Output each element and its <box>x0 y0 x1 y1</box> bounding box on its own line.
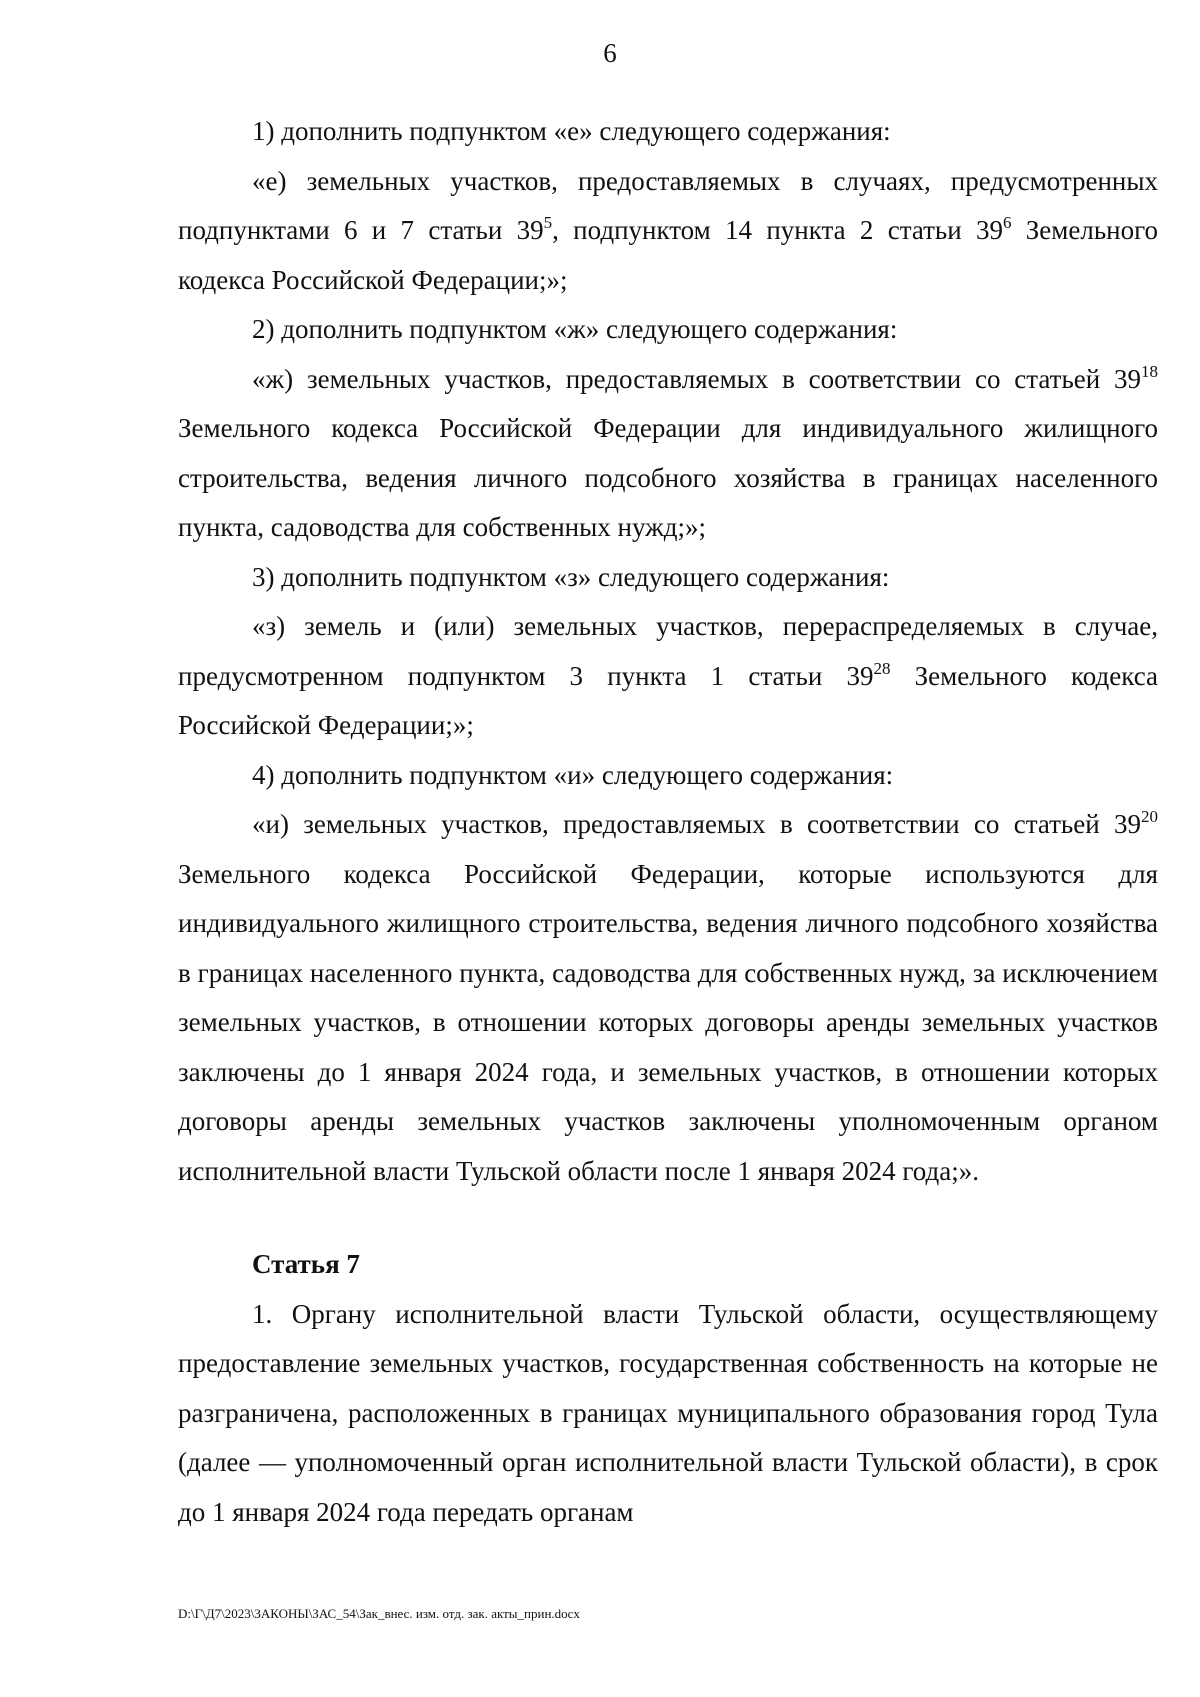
article-heading: Статья 7 <box>252 1249 360 1279</box>
paragraph-1: 1) дополнить подпунктом «е» следующего содержания: <box>252 116 891 146</box>
document-body <box>178 107 1158 1537</box>
superscript: 5 <box>543 213 553 232</box>
paragraph-3: 2) дополнить подпунктом «ж» следующего содержания: <box>252 314 898 344</box>
paragraph-8: «и) земельных участков, предоставляемых в соответствии со статьей $39^{20}$ Земельного кодекса Российской Федерации, которые используются для индивидуального жилищного строительства, ведения личного подсобного хозяйства в границах населенного пункта, садоводства для собственных нужд, за исключением земельных участков, в отношении которых договоры аренды земельных участков заключены до 1 января 2024 года, и земельных участков, в отношении которых договоры аренды земельных участков заключены уполномоченным органом исполнительной власти Тульской области после 1 января 2024 года;». <box>178 807 1158 1186</box>
paragraph-7: 4) дополнить подпунктом «и» следующего содержания: <box>252 759 894 790</box>
paragraph-2: «е) земельных участков, предоставляемых в случаях, предусмотренных подпунктами 6 и 7 статьи $39^5$, подпунктом 14 пункта 2 статьи $39^6$ Земельного кодекса Российской Федерации;»; <box>178 165 1158 295</box>
page-number: 6 <box>603 38 617 68</box>
paragraph-4: «ж) земельных участков, предоставляемых в соответствии со статьей $39^{18}$ Земельного кодекса Российской Федерации для индивидуального жилищного строительства, ведения личного подсобного хозяйства в границах населенного пункта, садоводства для собственных нужд;»; <box>178 361 1158 542</box>
footer-file-path: D:\Г\Д7\2023\ЗАКОНЫ\ЗАС_54\Зак_внес. изм. отд. зак. акты_прин.docx <box>178 1606 580 1621</box>
superscript: 6 <box>1002 213 1012 232</box>
paragraph-5: 3) дополнить подпунктом «з» следующего содержания: <box>252 561 890 592</box>
superscript: 20 <box>1141 807 1158 826</box>
superscript: 18 <box>1141 361 1158 381</box>
paragraph-6: «з) земель и (или) земельных участков, перераспределяемых в случае, предусмотренном подпунктом 3 пункта 1 статьи $39^{28}$ Земельного кодекса Российской Федерации;»; <box>178 611 1158 740</box>
article-paragraph-1: 1. Органу исполнительной власти Тульской области, осуществляющему предоставление земельных участков, государственная собственность на которые не разграничена, расположенных в границах муниципального образования город Тула (далее — уполномоченный орган исполнительной власти Тульской области), в срок до 1 января 2024 года передать органам <box>178 1298 1158 1527</box>
superscript: 28 <box>873 658 891 678</box>
